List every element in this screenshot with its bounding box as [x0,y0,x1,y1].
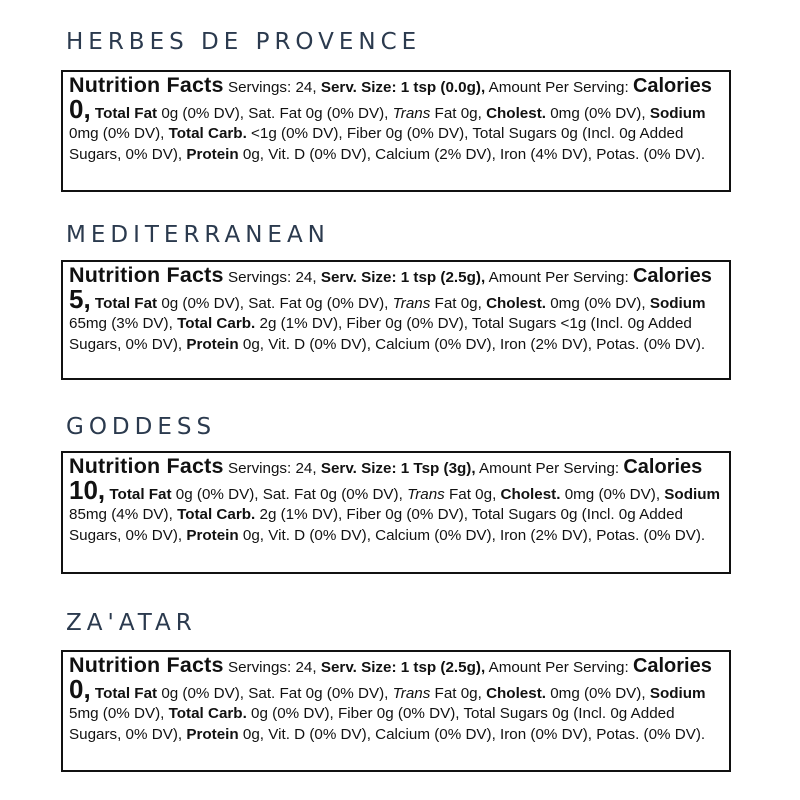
trans-label: Trans [392,294,431,312]
total-carb-value: 2g (1% DV), Fiber 0g (0% DV), Total Sugars <1g (Incl. 0g Added Sugars, 0% DV), [69,315,692,353]
sodium-label: Sodium [649,684,706,702]
cholesterol-label: Cholest. [486,294,546,312]
servings-text: Servings: 24, [227,79,317,96]
total-fat-label: Total Fat [94,684,158,702]
total-carb-label: Total Carb. [177,315,256,332]
serving-size-value: 1 tsp (0.0g), [400,79,486,96]
nutrition-facts-title: Nutrition Facts [69,73,224,97]
cholesterol-value: 0mg (0% DV), [550,104,646,122]
sodium-value: 0mg (0% DV), [69,125,165,142]
cholesterol-label: Cholest. [486,104,546,122]
sodium-value: 65mg (3% DV), [69,315,173,332]
total-fat-label: Total Fat [94,104,158,122]
protein-label: Protein [186,145,239,163]
protein-label: Protein [186,335,239,353]
servings-text: Servings: 24, [227,659,317,676]
nutrition-facts-box [61,650,731,772]
serving-size-value: 1 tsp (2.5g), [400,659,486,676]
calories-label: Calories [623,456,703,478]
cholesterol-value: 0mg (0% DV), [550,294,646,312]
trans-value: Fat 0g, [449,485,497,503]
calories-label: Calories [632,655,712,677]
cholesterol-label: Cholest. [500,485,561,503]
servings-text: Servings: 24, [227,269,317,286]
serving-size-label: Serv. Size: [320,659,397,676]
total-carb-value: 0g (0% DV), Fiber 0g (0% DV), Total Sugars 0g (Incl. 0g Added Sugars, 0% DV), [69,705,675,743]
section-heading: ZA'ATAR [66,610,197,636]
protein-value: 0g, Vit. D (0% DV), Calcium (2% DV), Iron (4% DV), Potas. (0% DV). [242,145,706,163]
serving-size-label: Serv. Size: [320,79,397,96]
protein-value: 0g, Vit. D (0% DV), Calcium (0% DV), Iron (0% DV), Potas. (0% DV). [242,725,706,743]
total-fat-value: 0g (0% DV), Sat. Fat 0g (0% DV), [161,684,389,702]
protein-label: Protein [186,526,239,544]
nutrition-facts-box [61,451,731,574]
amount-per-serving: Amount Per Serving: [488,659,629,676]
trans-value: Fat 0g, [434,684,482,702]
total-fat-label: Total Fat [94,294,158,312]
calories-value: 0, [69,673,91,704]
total-carb-label: Total Carb. [168,125,247,142]
protein-label: Protein [186,725,239,743]
nutrition-facts-title: Nutrition Facts [69,653,224,677]
total-fat-label: Total Fat [109,485,172,503]
nutrition-facts-box [61,260,731,380]
total-carb-value: 2g (1% DV), Fiber 0g (0% DV), Total Sugars 0g (Incl. 0g Added Sugars, 0% DV), [69,506,683,544]
calories-value: 10, [69,474,106,505]
nutrition-facts-title: Nutrition Facts [69,454,224,478]
protein-value: 0g, Vit. D (0% DV), Calcium (0% DV), Iron (2% DV), Potas. (0% DV). [242,526,706,544]
cholesterol-value: 0mg (0% DV), [564,485,661,503]
calories-label: Calories [632,75,712,97]
nutrition-facts-box [61,70,731,192]
calories-value: 5, [69,283,91,314]
trans-label: Trans [407,485,445,503]
trans-label: Trans [392,684,431,702]
total-carb-label: Total Carb. [177,506,256,523]
trans-label: Trans [392,104,431,122]
serving-size-value: 1 Tsp (3g), [400,460,476,477]
calories-label: Calories [632,265,712,287]
amount-per-serving: Amount Per Serving: [488,269,629,286]
trans-value: Fat 0g, [434,294,482,312]
calories-value: 0, [69,93,91,124]
serving-size-label: Serv. Size: [320,460,397,477]
total-carb-value: <1g (0% DV), Fiber 0g (0% DV), Total Sugars 0g (Incl. 0g Added Sugars, 0% DV), [69,125,684,163]
total-fat-value: 0g (0% DV), Sat. Fat 0g (0% DV), [175,485,403,503]
section-heading: MEDITERRANEAN [66,222,330,248]
sodium-label: Sodium [664,485,720,503]
amount-per-serving: Amount Per Serving: [488,79,629,96]
nutrition-facts-title: Nutrition Facts [69,263,224,287]
protein-value: 0g, Vit. D (0% DV), Calcium (0% DV), Iron (2% DV), Potas. (0% DV). [242,335,706,353]
sodium-label: Sodium [649,294,706,312]
total-carb-label: Total Carb. [168,705,247,722]
section-heading: HERBES DE PROVENCE [66,29,422,55]
sodium-label: Sodium [649,104,706,122]
serving-size-label: Serv. Size: [320,269,397,286]
section-heading: GODDESS [66,414,217,440]
total-fat-value: 0g (0% DV), Sat. Fat 0g (0% DV), [161,294,389,312]
sodium-value: 5mg (0% DV), [69,705,165,722]
cholesterol-value: 0mg (0% DV), [550,684,646,702]
cholesterol-label: Cholest. [486,684,546,702]
amount-per-serving: Amount Per Serving: [478,460,620,477]
total-fat-value: 0g (0% DV), Sat. Fat 0g (0% DV), [161,104,389,122]
sodium-value: 85mg (4% DV), [69,506,173,523]
serving-size-value: 1 tsp (2.5g), [400,269,486,286]
servings-text: Servings: 24, [227,460,317,477]
trans-value: Fat 0g, [434,104,482,122]
